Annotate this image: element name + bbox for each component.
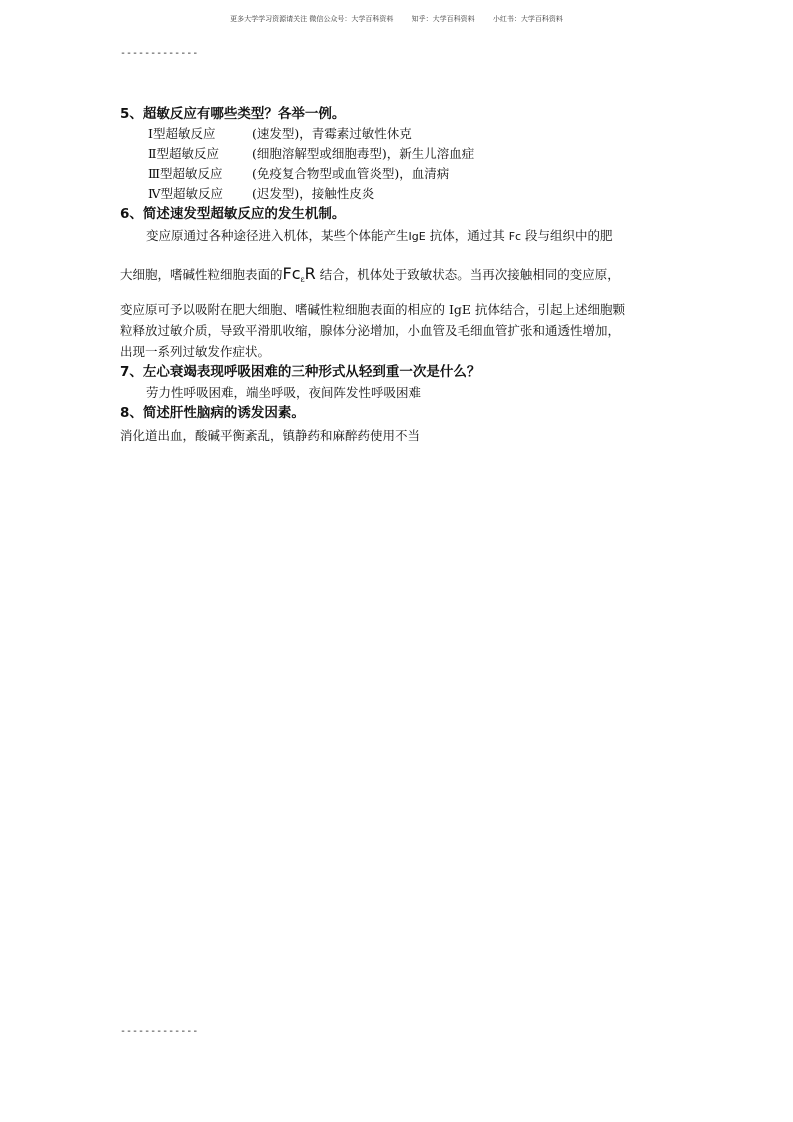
header-xiaohongshu: 小红书：大学百科资料 — [492, 15, 563, 23]
answer-line: 粒释放过敏介质，导致平滑肌收缩，腺体分泌增加，小血管及毛细血管扩张和通透性增加， — [120, 323, 621, 338]
fc-receptor-term: Fc — [282, 264, 301, 283]
document-body — [120, 104, 680, 449]
text-run: 大细胞，嗜碱性粒细胞表面的 — [120, 267, 283, 282]
fc-term: Fc — [508, 230, 522, 243]
text-run: 结合，机体处于致敏状态。当再次接触相同的变应原， — [319, 267, 620, 282]
question-7-title: 7、左心衰竭表现呼吸困难的三种形式从轻到重一次是什么？ — [120, 364, 481, 380]
type-desc: (细胞溶解型或细胞毒型)，新生儿溶血症 — [252, 146, 475, 161]
receptor-letter: R — [304, 264, 316, 283]
answer-line: 出现一系列过敏发作症状。 — [120, 344, 271, 359]
top-divider: ------------- — [120, 48, 199, 59]
type-name: Ⅰ型超敏反应 — [148, 126, 216, 141]
bottom-divider: ------------- — [120, 1026, 199, 1037]
header-zhihu: 知乎：大学百科资料 — [411, 15, 475, 23]
list-item — [120, 164, 680, 184]
hypersensitivity-types-list — [120, 124, 680, 204]
type-desc: (迟发型)，接触性皮炎 — [252, 186, 375, 201]
list-item — [120, 144, 680, 164]
question-6-title: 6、简述速发型超敏反应的发生机制。 — [120, 206, 346, 222]
ige-term: IgE — [408, 230, 426, 243]
page-header — [0, 14, 793, 24]
list-item — [120, 184, 680, 204]
text-run: 变应原通过各种途径进入机体，某些个体能产生 — [146, 228, 409, 243]
type-name: Ⅳ型超敏反应 — [148, 186, 223, 201]
type-name: Ⅱ型超敏反应 — [148, 146, 219, 161]
question-6-answer — [120, 224, 680, 362]
list-item — [120, 124, 680, 144]
type-desc: (速发型)，青霉素过敏性休克 — [252, 126, 412, 141]
text-run: 抗体，通过其 — [429, 228, 505, 243]
epsilon-subscript: ε — [300, 275, 305, 284]
answer-line — [120, 249, 680, 299]
type-desc: (免疫复合物型或血管炎型)，血清病 — [252, 166, 450, 181]
text-run: 段与组织中的肥 — [525, 228, 613, 243]
question-7-answer: 劳力性呼吸困难，端坐呼吸，夜间阵发性呼吸困难 — [146, 385, 422, 400]
type-name: Ⅲ型超敏反应 — [148, 166, 223, 181]
header-wechat: 更多大学学习资源请关注 微信公众号：大学百科资料 — [230, 15, 394, 23]
question-8-answer: 消化道出血，酸碱平衡紊乱，镇静药和麻醉药使用不当 — [120, 428, 421, 443]
question-5-title: 5、超敏反应有哪些类型？各举一例。 — [120, 106, 346, 122]
question-8-title: 8、简述肝性脑病的诱发因素。 — [120, 405, 305, 421]
answer-line — [120, 224, 680, 249]
answer-line: 变应原可予以吸附在肥大细胞、嗜碱性粒细胞表面的相应的 IgE 抗体结合，引起上述细胞颗 — [120, 302, 626, 317]
